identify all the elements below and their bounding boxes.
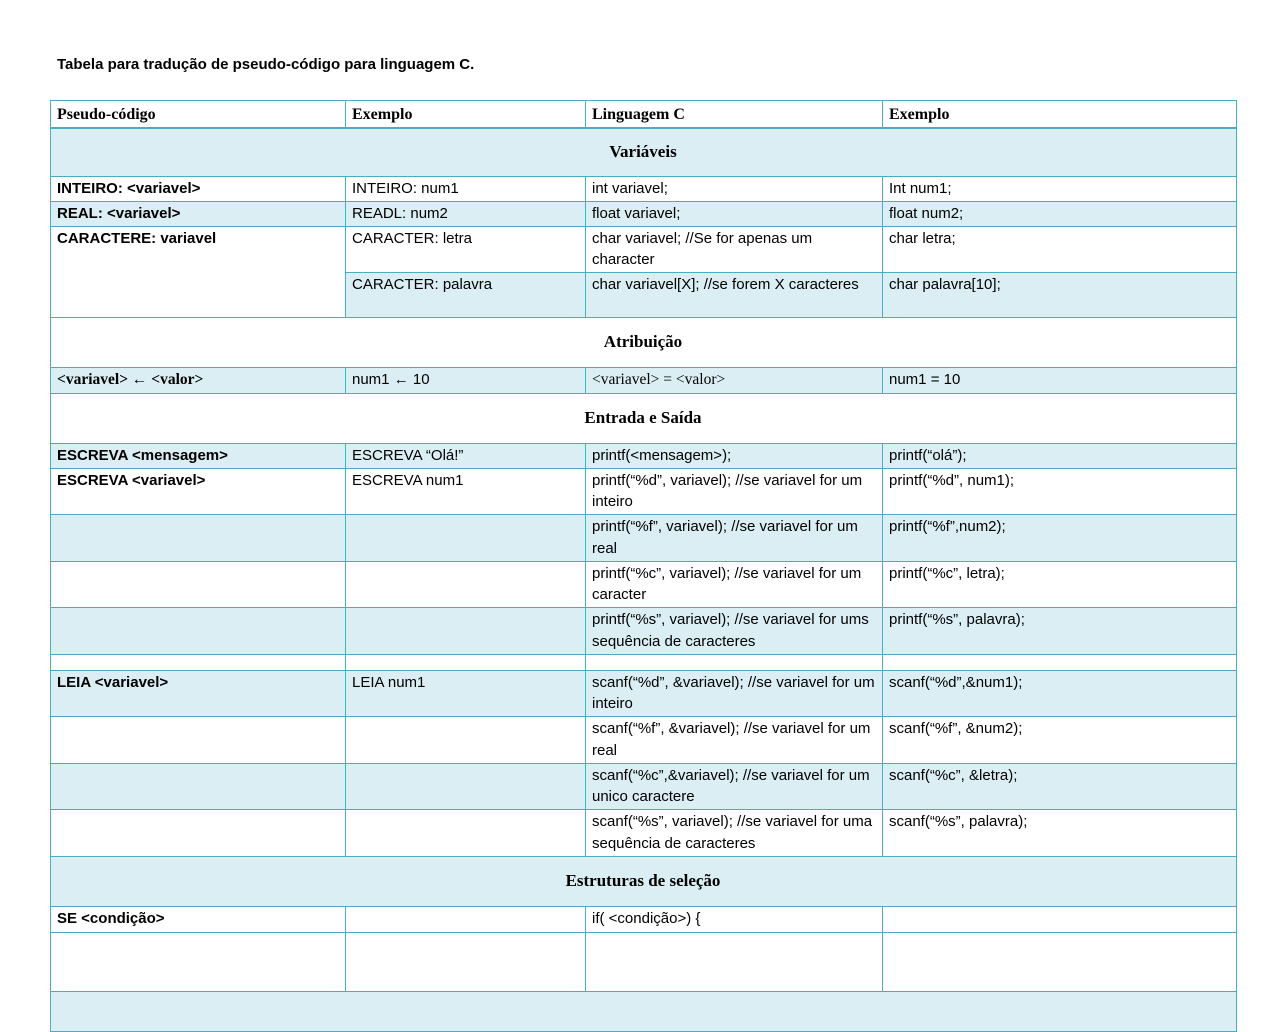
row-escreva-mensagem [51, 443, 1237, 468]
cell-exemplo-pseudo: ESCREVA “Olá!” [346, 443, 586, 468]
cell-partial-bottom [51, 991, 1237, 1031]
cell-linguagem-c: char variavel[X]; //se forem X caracteres [586, 273, 883, 318]
cell-pseudo-codigo [51, 515, 346, 562]
cell-exemplo-c [883, 654, 1237, 670]
column-header-exemplo-c: Exemplo [883, 101, 1237, 129]
row-inteiro [51, 176, 1237, 201]
row-empty-if-body [51, 932, 1237, 991]
cell-pseudo-codigo [51, 654, 346, 670]
cell-exemplo-c: scanf(“%c”, &letra); [883, 763, 1237, 810]
section-title-estruturas-selecao: Estruturas de seleção [51, 856, 1237, 906]
cell-exemplo-c: Int num1; [883, 176, 1237, 201]
cell-pseudo-codigo: CARACTERE: variavel [51, 226, 346, 318]
row-empty-spacer [51, 654, 1237, 670]
cell-exemplo-c: printf(“%f”,num2); [883, 515, 1237, 562]
cell-exemplo-c: num1 = 10 [883, 368, 1237, 393]
row-atribuicao [51, 368, 1237, 393]
cell-exemplo-pseudo: num1 ← 10 [346, 368, 586, 393]
row-caractere-letra [51, 226, 1237, 273]
row-real [51, 201, 1237, 226]
cell-exemplo-pseudo [346, 932, 586, 991]
cell-exemplo-pseudo [346, 810, 586, 857]
section-row-variaveis [51, 128, 1237, 176]
translation-table [50, 100, 1237, 1032]
cell-exemplo-c: printf(“%s”, palavra); [883, 608, 1237, 655]
row-leia-s [51, 810, 1237, 857]
row-escreva-variavel-s [51, 608, 1237, 655]
cell-linguagem-c: printf(“%s”, variavel); //se variavel for ums sequência de caracteres [586, 608, 883, 655]
cell-pseudo-codigo [51, 763, 346, 810]
cell-linguagem-c [586, 654, 883, 670]
cell-linguagem-c: printf(“%f”, variavel); //se variavel for um real [586, 515, 883, 562]
cell-exemplo-pseudo [346, 763, 586, 810]
cell-exemplo-pseudo [346, 561, 586, 608]
cell-exemplo-c: printf(“olá”); [883, 443, 1237, 468]
row-leia-f [51, 717, 1237, 764]
cell-exemplo-c: scanf(“%d”,&num1); [883, 670, 1237, 717]
column-header-pseudo-codigo: Pseudo-código [51, 101, 346, 129]
section-row-entrada-saida [51, 393, 1237, 443]
cell-linguagem-c: char variavel; //Se for apenas um character [586, 226, 883, 273]
cell-exemplo-pseudo: CARACTER: palavra [346, 273, 586, 318]
cell-linguagem-c: if( <condição>) { [586, 906, 883, 932]
document-title: Tabela para tradução de pseudo-código para linguagem C. [57, 56, 475, 73]
cell-exemplo-pseudo: ESCREVA num1 [346, 468, 586, 515]
cell-exemplo-c: float num2; [883, 201, 1237, 226]
cell-linguagem-c: printf(<mensagem>); [586, 443, 883, 468]
cell-exemplo-c: char letra; [883, 226, 1237, 273]
cell-pseudo-codigo [51, 717, 346, 764]
cell-pseudo-codigo [51, 561, 346, 608]
cell-exemplo-pseudo: LEIA num1 [346, 670, 586, 717]
section-title-entrada-saida: Entrada e Saída [51, 393, 1237, 443]
cell-linguagem-c: int variavel; [586, 176, 883, 201]
cell-linguagem-c: scanf(“%f”, &variavel); //se variavel for um real [586, 717, 883, 764]
cell-linguagem-c: scanf(“%s”, variavel); //se variavel for uma sequência de caracteres [586, 810, 883, 857]
cell-exemplo-pseudo [346, 608, 586, 655]
cell-linguagem-c: <variavel> = <valor> [586, 368, 883, 393]
cell-pseudo-codigo [51, 932, 346, 991]
section-row-estruturas-selecao [51, 856, 1237, 906]
section-row-atribuicao [51, 318, 1237, 368]
cell-pseudo-codigo: SE <condição> [51, 906, 346, 932]
cell-pseudo-codigo [51, 608, 346, 655]
cell-linguagem-c: float variavel; [586, 201, 883, 226]
row-se-condicao [51, 906, 1237, 932]
cell-exemplo-c: scanf(“%s”, palavra); [883, 810, 1237, 857]
cell-exemplo-pseudo: READL: num2 [346, 201, 586, 226]
row-leia-d [51, 670, 1237, 717]
table-header-row [51, 101, 1237, 129]
cell-pseudo-codigo: REAL: <variavel> [51, 201, 346, 226]
cell-exemplo-c [883, 932, 1237, 991]
cell-linguagem-c: scanf(“%c”,&variavel); //se variavel for um unico caractere [586, 763, 883, 810]
cell-linguagem-c [586, 932, 883, 991]
row-escreva-variavel-f [51, 515, 1237, 562]
row-partial-bottom [51, 991, 1237, 1031]
cell-pseudo-codigo: <variavel> ← <valor> [51, 368, 346, 393]
cell-exemplo-c: printf(“%d”, num1); [883, 468, 1237, 515]
cell-pseudo-codigo: LEIA <variavel> [51, 670, 346, 717]
cell-exemplo-c: scanf(“%f”, &num2); [883, 717, 1237, 764]
cell-pseudo-codigo: INTEIRO: <variavel> [51, 176, 346, 201]
section-title-atribuicao: Atribuição [51, 318, 1237, 368]
column-header-exemplo-pseudo: Exemplo [346, 101, 586, 129]
cell-exemplo-pseudo [346, 717, 586, 764]
cell-exemplo-pseudo [346, 654, 586, 670]
cell-exemplo-c: printf(“%c”, letra); [883, 561, 1237, 608]
row-escreva-variavel-d [51, 468, 1237, 515]
cell-linguagem-c: printf(“%c”, variavel); //se variavel for um caracter [586, 561, 883, 608]
cell-pseudo-codigo: ESCREVA <variavel> [51, 468, 346, 515]
cell-exemplo-pseudo [346, 906, 586, 932]
cell-exemplo-pseudo [346, 515, 586, 562]
cell-exemplo-pseudo: CARACTER: letra [346, 226, 586, 273]
column-header-linguagem-c: Linguagem C [586, 101, 883, 129]
row-escreva-variavel-c [51, 561, 1237, 608]
section-title-variaveis: Variáveis [51, 128, 1237, 176]
cell-pseudo-codigo: ESCREVA <mensagem> [51, 443, 346, 468]
cell-exemplo-c: char palavra[10]; [883, 273, 1237, 318]
cell-linguagem-c: printf(“%d”, variavel); //se variavel for um inteiro [586, 468, 883, 515]
cell-exemplo-pseudo: INTEIRO: num1 [346, 176, 586, 201]
cell-exemplo-c [883, 906, 1237, 932]
row-leia-c [51, 763, 1237, 810]
cell-linguagem-c: scanf(“%d”, &variavel); //se variavel for um inteiro [586, 670, 883, 717]
cell-pseudo-codigo [51, 810, 346, 857]
